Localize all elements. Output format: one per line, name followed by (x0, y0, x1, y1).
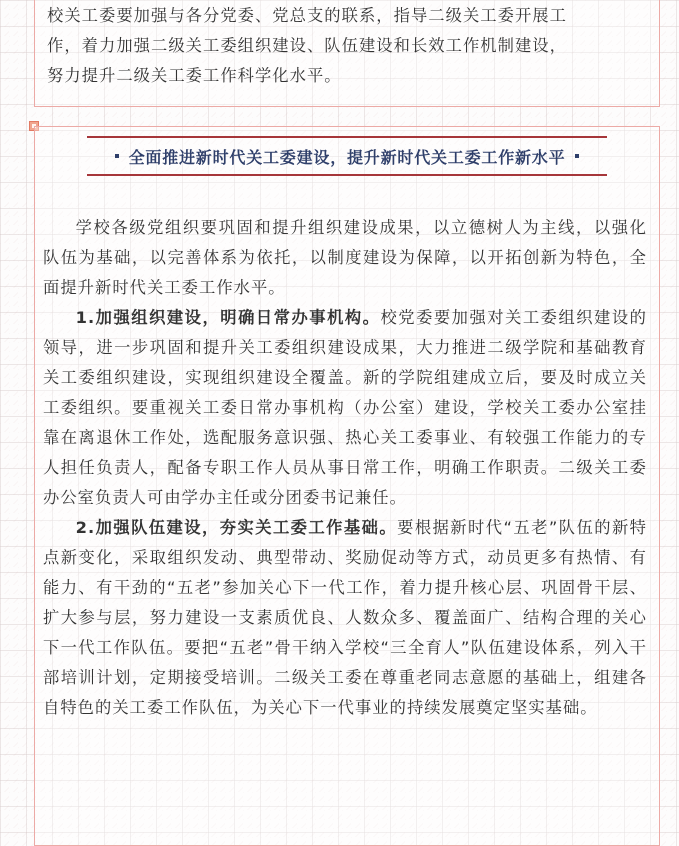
section-card (34, 126, 660, 846)
section-body (43, 213, 647, 723)
section-title-box (87, 136, 607, 176)
item-paragraph-1 (43, 303, 647, 513)
top-line-2: 作，着力加强二级关工委组织建设、队伍建设和长效工作机制建设， (47, 36, 567, 55)
top-line-1: 校关工委要加强与各分党委、党总支的联系，指导二级关工委开展工 (47, 6, 567, 25)
section-title: 全面推进新时代关工委建设，提升新时代关工委工作新水平 (128, 147, 566, 167)
bullet-dot-icon (115, 154, 119, 158)
item-paragraph-2 (43, 513, 647, 723)
item-heading-2: 2.加强队伍建设，夯实关工委工作基础。 (75, 518, 398, 537)
item-body-2: 要根据新时代“五老”队伍的新特点新变化，采取组织发动、典型带动、奖励促动等方式，动员更多有热情、有能力、有干劲的“五老”参加关心下一代工作，着力提升核心层、巩固骨干层、扩大参与层，努力建设一支素质优良、人数众多、覆盖面广、结构合理的关心下一代工作队伍。要把“五老”骨干纳入学校“三全育人”队伍建设体系，列入干部培训计划，定期接受培训。二级关工委在尊重老同志意愿的基础上，组建各自特色的关工委工作队伍，为关心下一代事业的持续发展奠定坚实基础。 (43, 518, 648, 717)
top-text-card (34, 0, 660, 107)
intro-paragraph: 学校各级党组织要巩固和提升组织建设成果，以立德树人为主线，以强化队伍为基础，以完善体系为依托，以制度建设为保障，以开拓创新为特色，全面提升新时代关工委工作水平。 (43, 218, 647, 297)
item-heading-1: 1.加强组织建设，明确日常办事机构。 (75, 308, 381, 327)
top-line-3: 努力提升二级关工委工作科学化水平。 (47, 66, 342, 85)
bullet-dot-icon (575, 154, 579, 158)
item-body-1: 校党委要加强对关工委组织建设的领导，进一步巩固和提升关工委组织建设成果，大力推进二级学院和基础教育关工委组织建设，实现组织建设全覆盖。新的学院组建成立后，要及时成立关工委组织。要重视关工委日常办事机构（办公室）建设，学校关工委办公室挂靠在离退休工作处，选配服务意识强、热心关工委事业、有较强工作能力的专人担任负责人，配备专职工作人员从事日常工作，明确工作职责。二级关工委办公室负责人可由学办主任或分团委书记兼任。 (43, 308, 647, 507)
